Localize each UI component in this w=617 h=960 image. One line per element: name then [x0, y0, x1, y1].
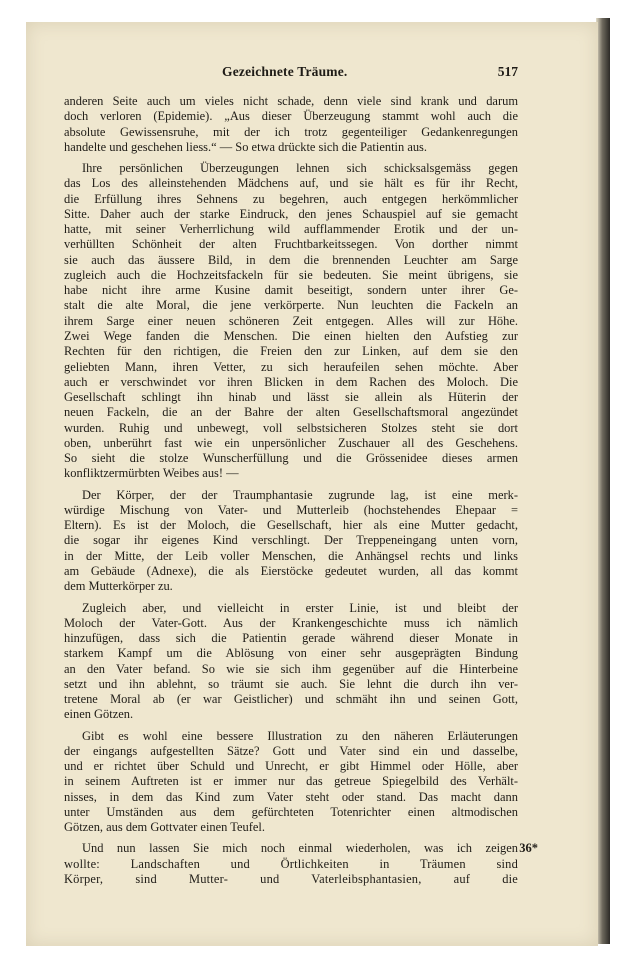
text-line: stalt die alte Moral, die jene verkörperte. Nun leuchten die Fackeln an [64, 298, 518, 313]
text-line: an den Vater befand. So wie sie sich ihm gegenüber auf die Hinterbeine [64, 661, 518, 676]
text-line: habe nicht ihre arme Kusine damit beseitigt, sondern unter ihrer Ge- [64, 283, 518, 298]
text-line: tretene Moral ab (er war Geistlicher) und schmäht ihn und seinen Gott, [64, 692, 518, 707]
text-line: anderen Seite auch um vieles nicht schade, denn viele sind krank und darum [64, 94, 518, 108]
text-line: zugleich auch die Hochzeitsfackeln für sie bedeuten. Sie meint übrigens, sie [64, 267, 518, 282]
body-text [64, 94, 518, 887]
text-line: hinzufügen, dass sich die Patientin gerade während dieser Monate in [64, 631, 518, 646]
running-title: Gezeichnete Träume. [222, 64, 348, 79]
text-line: Körper, sind Mutter- und Vaterleibsphantasien, auf die [64, 872, 518, 887]
page-number: 517 [497, 64, 518, 79]
text-line: würdige Mischung von Vater- und Mutterleib (hochstehendes Ehepaar = [64, 502, 518, 517]
text-line: auch er verschwindet vor ihren Blicken in dem Rachen des Moloch. Die [64, 374, 518, 389]
text-line: und er richtet über Schuld und Unrecht, er gibt Himmel oder Hölle, aber [64, 759, 518, 774]
text-line: Zugleich aber, und vielleicht in erster Linie, ist und bleibt der [82, 600, 518, 615]
paragraph [64, 601, 518, 723]
text-line: in der Mitte, der Leib voller Menschen, die Anhängsel rechts und links [64, 548, 518, 563]
text-line: starkem Kampf um die Ablösung von einer sehr ausgeprägten Bindung [64, 646, 518, 661]
text-line: Rechten für den richtigen, die Freien den zur Linken, auf dem sie den [64, 344, 518, 359]
text-line: dem Mutterkörper zu. [64, 579, 173, 594]
running-header [64, 64, 518, 82]
paragraph [64, 488, 518, 595]
text-line: hatte, mit seiner Verherrlichung wild aufflammender Erotik und der un- [64, 222, 518, 237]
text-line: die sogar ihr eigenes Kind verschlingt. Der Treppeneingang unten vorn, [64, 533, 518, 548]
paragraph [64, 94, 518, 155]
text-line: Ihre persönlichen Überzeugungen lehnen sich schicksalsgemäss gegen [82, 161, 518, 176]
text-line: wollte: Landschaften und Örtlichkeiten in Träumen sind [64, 856, 518, 871]
printer-signature: 36* [519, 841, 538, 855]
text-line: absolute Gewissensruhe, mit der ich trotz gegenteiliger Gedankenregungen [64, 124, 518, 139]
text-line: doch verloren (Epidemie). „Aus dieser Überzeugung stammt wohl auch die [64, 109, 518, 124]
text-line: setzt und ihn ablehnt, so träumt sie auch. Sie lehnt die durch ihn ver- [64, 676, 518, 691]
paragraph [64, 161, 518, 482]
text-line: Gibt es wohl eine bessere Illustration zu den näheren Erläuterungen [82, 728, 518, 743]
text-line: sie auch das äussere Bild, in dem die brennenden Leuchter am Sarge [64, 252, 518, 267]
text-line: wurden. Ruhig und unbewegt, voll selbstsicheren Stolzes steht sie dort [64, 420, 518, 435]
text-line: Zwei Wege fanden die Menschen. Die einen hielten den Aufstieg zur [64, 328, 518, 343]
text-line: oben, unberührt fast wie ein unpersönlicher Zuschauer all des Geschehens. [64, 435, 518, 450]
text-line: in seinem Auftreten ist er immer nur das getreue Spiegelbild des Verhält- [64, 774, 518, 789]
text-line: Sitte. Daher auch der starke Eindruck, den jenes Schauspiel auf sie gemacht [64, 206, 518, 221]
text-line: geliebten Mann, ihren Vetter, zu sich heraufeilen sehen möchte. Aber [64, 359, 518, 374]
paragraph [64, 841, 518, 887]
text-line: So sieht die stolze Wunscherfüllung und die Grössenidee dieses armen [64, 451, 518, 466]
text-line: konfliktzermürbten Weibes aus! — [64, 466, 239, 481]
text-line: Moloch der Vater-Gott. Aus der Krankengeschichte muss ich nämlich [64, 615, 518, 630]
text-line: die Erfüllung ihres Sehnens zu begehren, auch entgegen herkömmlicher [64, 191, 518, 206]
text-line: Der Körper, der der Traumphantasie zugrunde lag, ist eine merk- [82, 487, 518, 502]
text-line: nisses, in dem das Kind zum Vater steht oder stand. Das macht dann [64, 789, 518, 804]
text-line: ihrem Sarge einer neuen schöneren Zeit entgegen. Alles will zur Höhe. [64, 313, 518, 328]
text-line: der eingangs aufgestellten Sätze? Gott und Vater sind ein und dasselbe, [64, 743, 518, 758]
page-edge-shadow [596, 18, 610, 944]
text-line: Eltern). Es ist der Moloch, die Gesellschaft, hier als eine Mutter gedacht, [64, 518, 518, 533]
text-line: unter Umständen aus dem gefürchteten Totenrichter einen altmodischen [64, 804, 518, 819]
paragraph [64, 729, 518, 836]
text-line: einen Götzen. [64, 707, 134, 722]
text-line: Gesellschaft schlingt ihn hinab und lässt sie allein als Hüterin der [64, 390, 518, 405]
text-line: Und nun lassen Sie mich noch einmal wiederholen, was ich zeigen [82, 841, 518, 856]
text-line: neuen Fackeln, die an der Bahre der alten Gesellschaftsmoral angezündet [64, 405, 518, 420]
text-line: Götzen, aus dem Gottvater einen Teufel. [64, 820, 265, 835]
text-line: das Los des alleinstehenden Mädchens auf, und sie hält es für ihr Recht, [64, 176, 518, 191]
text-line: handelte und geschehen liess.“ — So etwa drückte sich die Patientin aus. [64, 139, 428, 154]
text-line: am Gebäude (Adnexe), die als Eierstöcke gedeutet wurden, all das kommt [64, 563, 518, 578]
text-line: verhüllten Schönheit der alten Fruchtbarkeitssegen. Von dorther nimmt [64, 237, 518, 252]
